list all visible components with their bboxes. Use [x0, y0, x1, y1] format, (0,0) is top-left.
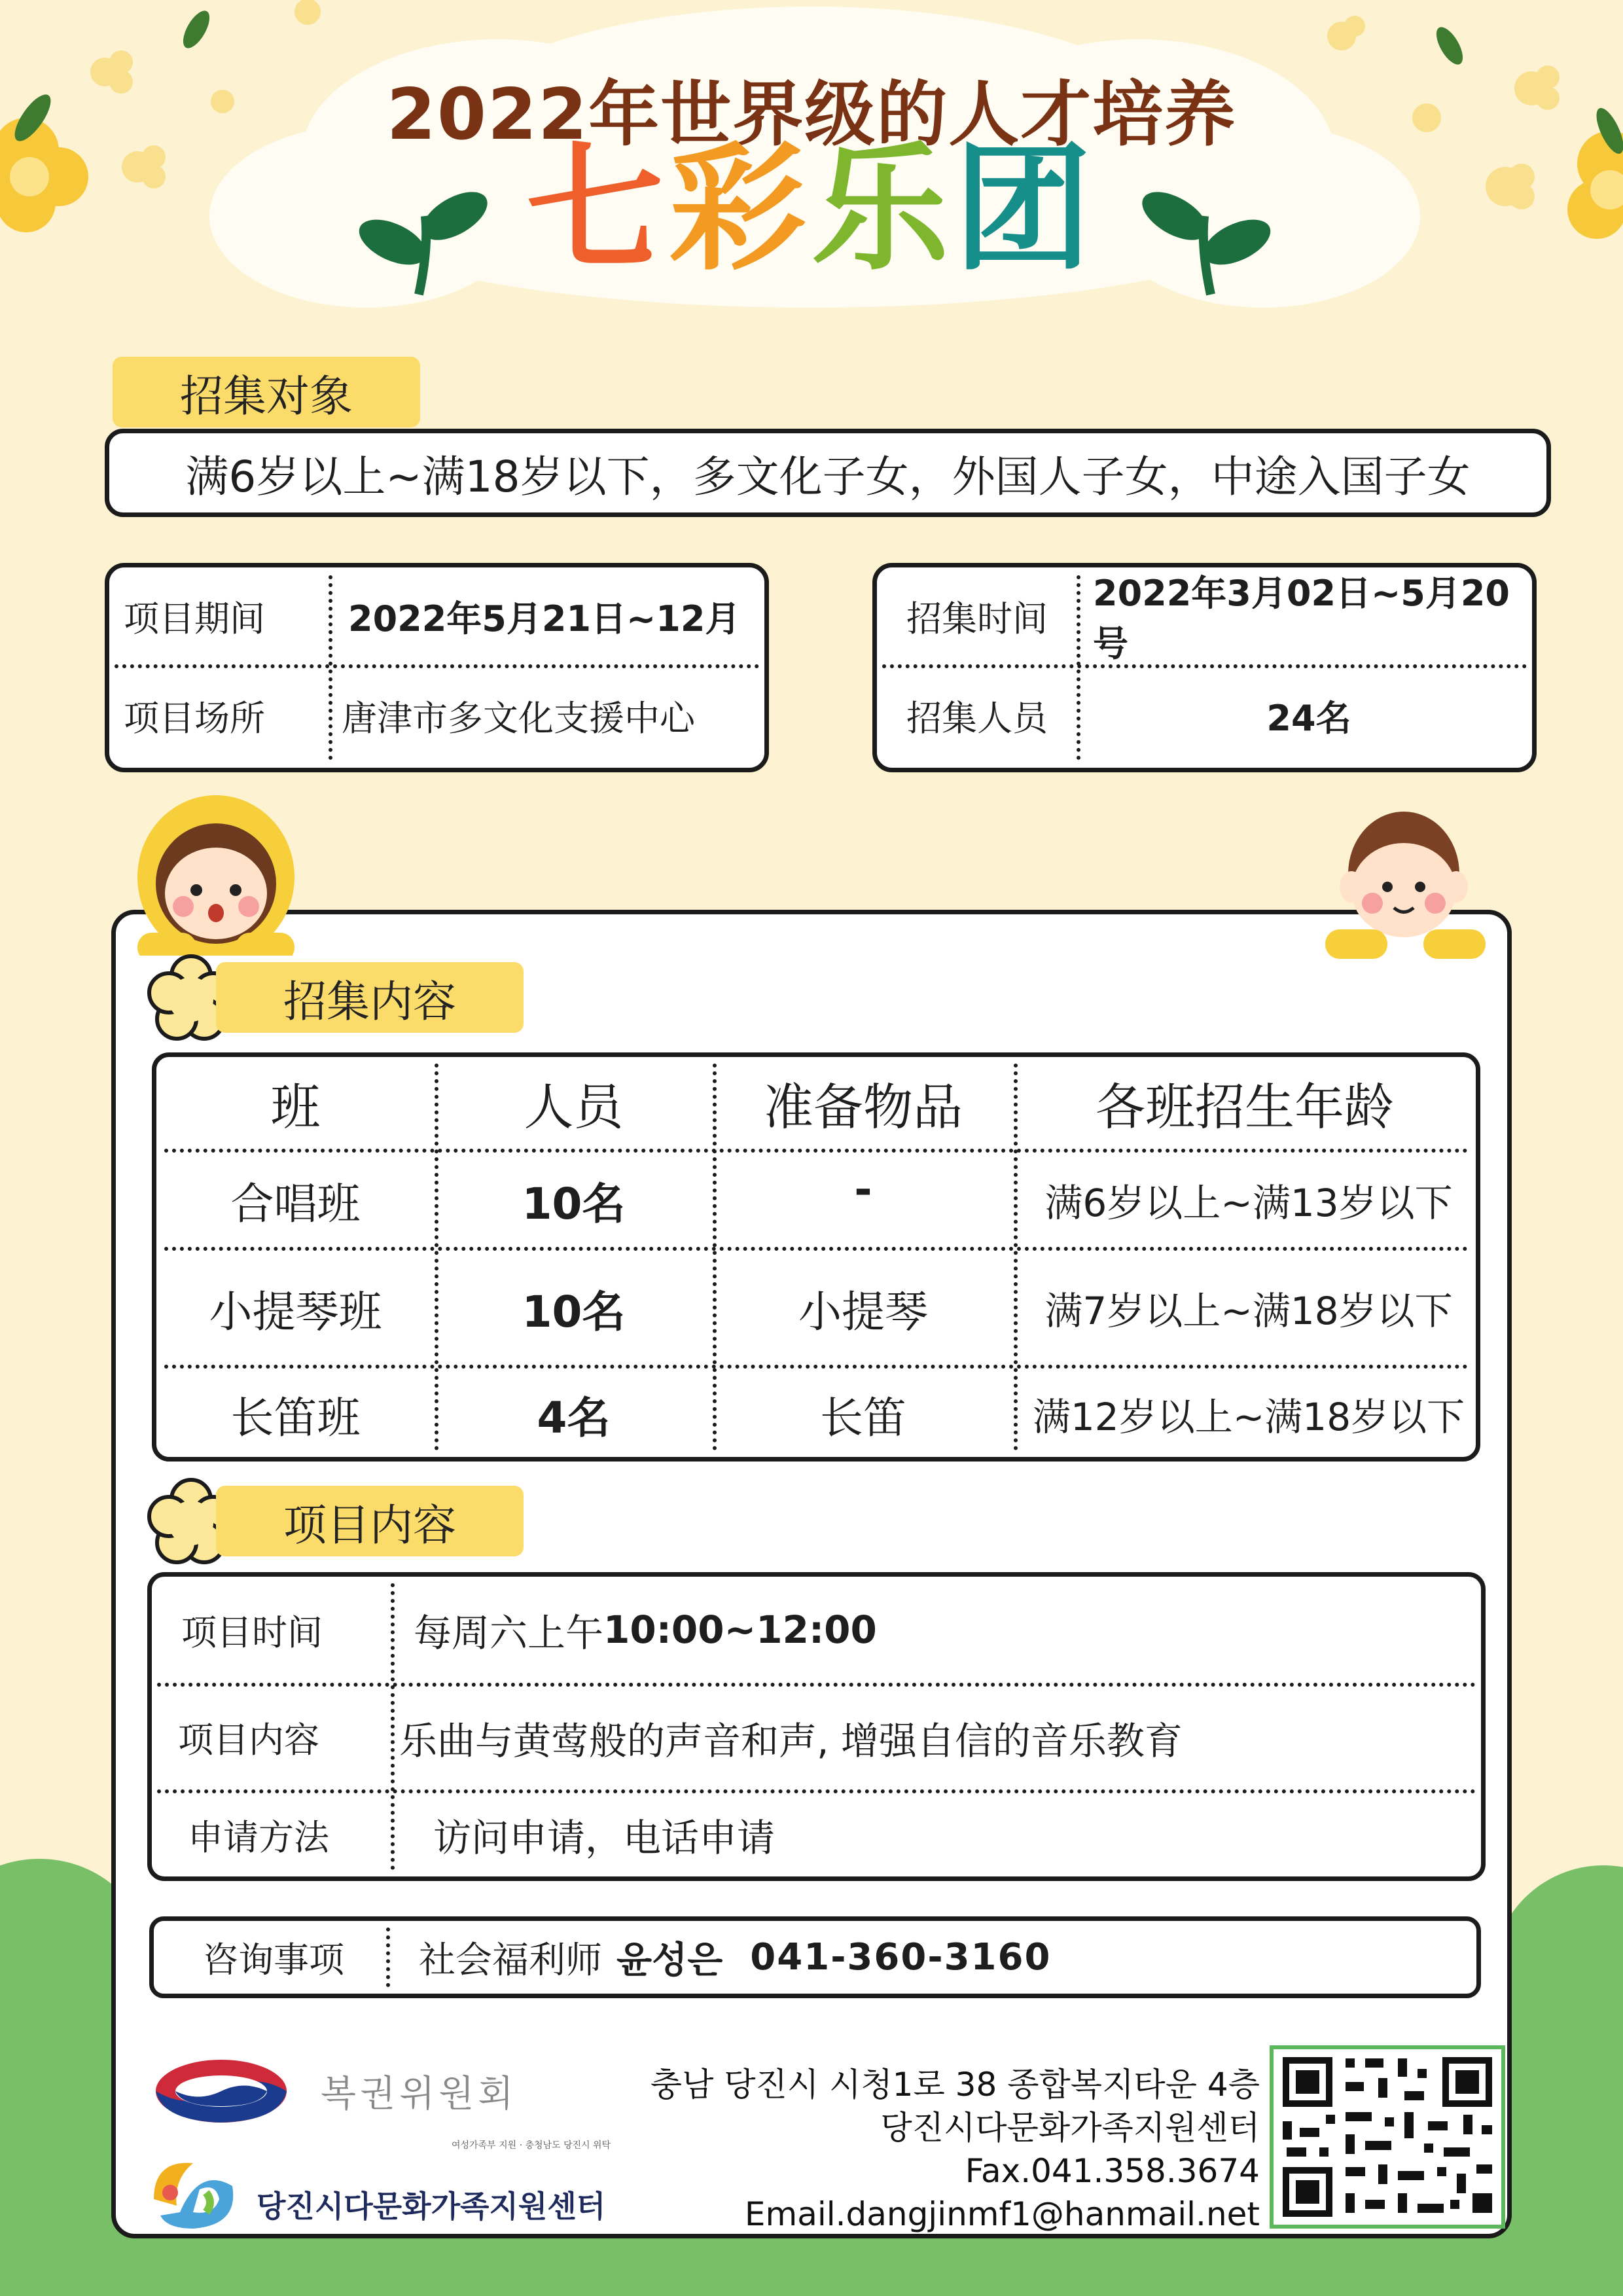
subtitle: 2022年世界级的人才培养 [386, 74, 1237, 156]
row3-class: 长笛班 [230, 1392, 361, 1443]
contact-box [149, 1916, 1481, 1998]
program-box [147, 1572, 1486, 1881]
contact-label: 咨询事项 [203, 1939, 344, 1981]
contact-name: 윤성은 [616, 1939, 723, 1982]
target-tag: 招集对象 [113, 357, 420, 427]
girl-character-icon [131, 785, 301, 956]
lottery-commission-subtext: 여성가족부 지원 · 충청남도 당진시 위탁 [452, 2140, 611, 2151]
program-time-day: 每周六上午 [414, 1611, 604, 1655]
program-time-value [414, 1577, 1461, 1683]
row3-age: 满12岁以上~满18岁以下 [1032, 1395, 1465, 1439]
divider [1077, 575, 1080, 760]
center-logo-name: 당진시다문화가족지원센터 [257, 2189, 606, 2224]
row1-supplies: - [854, 1164, 872, 1215]
qr-code-icon [1274, 2049, 1501, 2225]
target-text: 满6岁以上~满18岁以下，多文化子女，外国人子女，中途入国子女 [185, 452, 1471, 502]
header-supplies: 准备物品 [764, 1077, 963, 1136]
divider [391, 1583, 395, 1870]
contact-role: 社会福利师 [419, 1939, 602, 1982]
row3-members: 4名 [537, 1392, 611, 1443]
title-char-3: 乐 [812, 129, 955, 289]
row2-supplies: 小提琴 [798, 1286, 928, 1337]
program-content-value: 乐曲与黄莺般的声音和声, 增强自信的音乐教育 [399, 1718, 1183, 1763]
recruit-time-label: 招集时间 [906, 598, 1048, 639]
apply-method-label: 申请方法 [188, 1816, 329, 1858]
contact-value [419, 1921, 1466, 1994]
row2-age: 满7岁以上~满18岁以下 [1044, 1289, 1453, 1333]
footer-address: 충남 당진시 시청1로 38 종합복지타운 4층 [650, 2066, 1260, 2104]
lottery-commission-name: 복권위원회 [321, 2073, 518, 2115]
program-content-label: 项目内容 [178, 1719, 319, 1761]
period-label: 项目期间 [124, 598, 265, 639]
footer-center-name: 당진시다문화가족지원센터 [880, 2109, 1260, 2147]
divider [329, 575, 332, 760]
recruit-time-value: 2022年3月02日~5月20号 [1093, 573, 1510, 664]
place-value: 唐津市多文化支援中心 [342, 697, 695, 739]
title-char-4: 团 [954, 129, 1097, 289]
period-value: 2022年5月21日~12月 [348, 598, 741, 639]
divider [386, 1928, 390, 1987]
row3-supplies: 长笛 [820, 1392, 906, 1443]
taegeuk-logo-icon [149, 2055, 293, 2127]
info-right-box [872, 563, 1537, 772]
row2-members: 10名 [522, 1286, 626, 1337]
target-box [105, 429, 1551, 517]
row1-age: 满6岁以上~满13岁以下 [1044, 1181, 1453, 1225]
contact-phone: 041-360-3160 [750, 1936, 1052, 1979]
header-class: 班 [270, 1077, 321, 1136]
recruit-count-value: 24名 [1266, 697, 1351, 739]
title-char-2: 彩 [668, 129, 812, 289]
program-time-hours: 10:00~12:00 [603, 1607, 877, 1652]
header-members: 人员 [524, 1077, 624, 1136]
footer-email[interactable]: Email.dangjinmf1@hanmail.net [744, 2195, 1260, 2233]
main-title [0, 129, 1623, 289]
footer-address-block [628, 2063, 1260, 2236]
recruit-table [152, 1052, 1480, 1462]
row1-class: 合唱班 [230, 1178, 361, 1229]
program-time-label: 项目时间 [181, 1611, 323, 1653]
row2-class: 小提琴班 [209, 1286, 382, 1337]
recruit-count-label: 招集人员 [906, 697, 1048, 739]
header-age: 各班招生年龄 [1096, 1077, 1394, 1136]
apply-method-value: 访问申请，电话申请 [433, 1816, 776, 1860]
place-label: 项目场所 [124, 697, 265, 739]
program-tag: 项目内容 [216, 1486, 524, 1556]
row1-members: 10名 [522, 1178, 626, 1229]
qr-code[interactable] [1270, 2045, 1505, 2229]
info-left-box [105, 563, 769, 772]
recruit-tag: 招集内容 [216, 962, 524, 1033]
boy-character-icon [1319, 795, 1489, 965]
center-logo-icon [141, 2153, 245, 2238]
footer-fax: Fax.041.358.3674 [965, 2152, 1260, 2190]
title-char-1: 七 [526, 129, 669, 289]
